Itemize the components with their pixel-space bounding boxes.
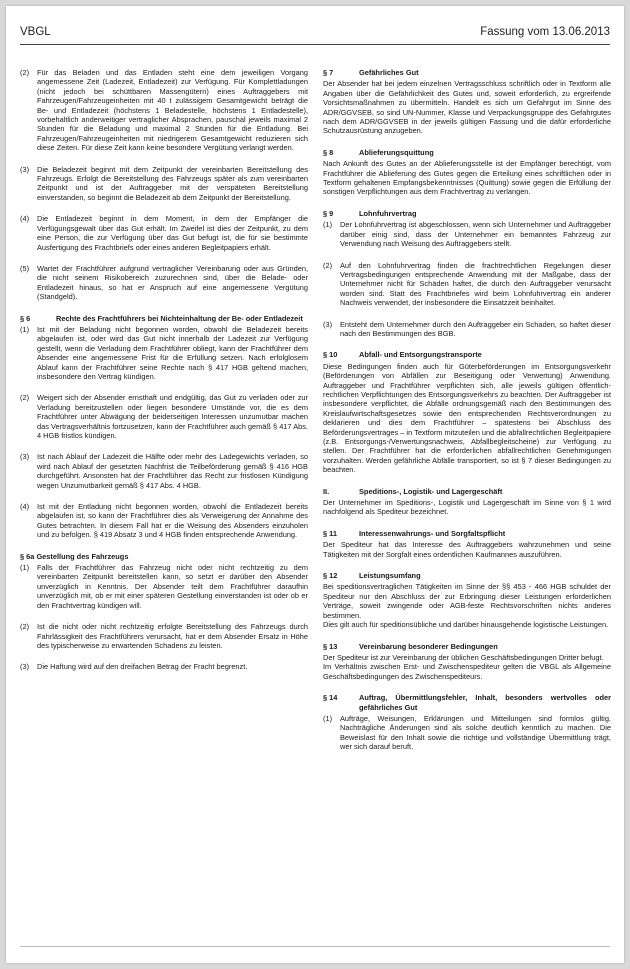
section-number: § 10 xyxy=(323,350,338,360)
header-date: Fassung vom 13.06.2013 xyxy=(480,26,610,38)
section-heading xyxy=(323,350,611,359)
section-heading xyxy=(20,552,308,561)
left-column xyxy=(20,68,308,684)
item-number: (2) xyxy=(20,622,30,632)
paragraph-item xyxy=(20,264,308,302)
section-title: Speditions-, Logistik- und Lagergeschäft xyxy=(359,486,503,496)
paragraph-item xyxy=(20,325,308,381)
item-number: (1) xyxy=(323,713,333,723)
section-number: § 13 xyxy=(323,641,338,651)
section-text: Im Verhältnis zwischen Erst- und Zwischenspediteur gelten die VBGL als Allgemeine Geschäftsbedingungen des Zwischenspediteurs. xyxy=(323,662,611,681)
section-heading xyxy=(323,68,611,77)
section-text: Der Spediteur hat das Interesse des Auftraggebers wahrzunehmen und seine Tätigkeiten mit der Sorgfalt eines ordentlichen Kaufmannes auszuführen. xyxy=(323,540,611,559)
section-title: Rechte des Frachtführers bei Nichteinhaltung der Be- oder Entladezeit xyxy=(56,313,303,323)
item-text: Auf den Lohnfuhrvertrag finden die frachtrechtlichen Regelungen dieser Vertragsbedingungen entsprechende Anwendung mit der Maßgabe, dass der Unternehmer nicht für Schäden haftet, die durch den Auftraggeber verursacht worden sind. Statt des Frachtbriefes wird beim Lohnfuhrvertrag ein anderer Nachweis verwendet, der insbesondere die Einsatzzeit beinhaltet. xyxy=(340,260,611,308)
section-heading xyxy=(323,642,611,651)
footer-divider xyxy=(20,946,610,947)
item-text: Aufträge, Weisungen, Erklärungen und Mitteilungen sind formlos gültig. Nachträgliche Änderungen sind als solche deutlich kenntlich zu machen. Die Beweislast für den Inhalt sowie die richtige und vollständige Übermittlung trägt, wer sich darauf beruft. xyxy=(340,713,611,752)
paragraph-item xyxy=(20,393,308,440)
item-number: (4) xyxy=(20,214,30,224)
item-number: (3) xyxy=(323,319,333,329)
section-title: Ablieferungsquittung xyxy=(359,147,434,157)
item-text: Entsteht dem Unternehmer durch den Auftraggeber ein Schaden, so haftet dieser nach den Bestimmungen des BGB. xyxy=(340,319,611,338)
section-number: § 6 xyxy=(20,313,31,323)
header-divider xyxy=(20,44,610,45)
item-text: Die Beladezeit beginnt mit dem Zeitpunkt der vereinbarten Bereitstellung des Fahrzeugs. Erfolgt die Bereitstellung des Fahrzeugs später als zum vereinbarten Zeitpunkt und ist der Auftraggeber mit der verspäteten Bereitstellung einverstanden, so beginnt die Beladezeit ab dem Zeitpunkt der Bereitstellung. xyxy=(37,164,308,202)
item-text: Ist nach Ablauf der Ladezeit die Hälfte oder mehr des Ladegewichts verladen, so wird nach Ablauf der gesetzten Nachfrist die Teilbeförderung gemäß § 416 HGB durchgeführt. Ansonsten hat der Frachtführer das Recht zur fristlosen Kündigung wegen Unzumutbarkeit gemäß § 417 Abs. 4 HGB. xyxy=(37,452,308,490)
paragraph-item xyxy=(20,452,308,490)
section-text: Bei speditionsvertraglichen Tätigkeiten im Sinne der §§ 453 - 466 HGB schuldet der Spediteur nur den Abschluss der zur Erbringung dieser Leistungen erforderlichen Verträge, soweit zwingende oder AGB-feste Rechtsvorschriften nichts anderes bestimmen. xyxy=(323,582,611,620)
section-title: Interessenwahrungs- und Sorgfaltspflicht xyxy=(359,528,506,538)
page-header xyxy=(20,26,610,46)
item-number: (1) xyxy=(20,563,30,573)
item-text: Die Entladezeit beginnt in dem Moment, in dem der Empfänger die Verfügungsgewalt über das Gut erhält. Im Zweifel ist dies der Zeitpunkt, zu dem eine Person, die zur Verfügung über das Gut befugt ist, die für sie bestimmte Ausfertigung des Frachtbriefs oder eines anderen Begleitpapiers erhält. xyxy=(37,214,308,252)
item-text: Der Lohnfuhrvertrag ist abgeschlossen, wenn sich Unternehmer und Auftraggeber darüber einig sind, dass der Unternehmer ein bemanntes Fahrzeug zur Verwendung nach Weisung des Auftraggebers stellt. xyxy=(340,220,611,249)
section-number: II. xyxy=(323,486,330,496)
paragraph-item xyxy=(20,165,308,203)
section-heading xyxy=(323,487,611,496)
item-number: (2) xyxy=(323,260,333,270)
paragraph-item xyxy=(323,714,611,752)
paragraph-item xyxy=(20,563,308,610)
item-number: (3) xyxy=(20,662,30,672)
item-text: Falls der Frachtführer das Fahrzeug nicht oder nicht rechtzeitig zu dem vereinbarten Zeitpunkt bereitstellen kann, so setzt er darüber den Absender unverzüglich in Kenntnis. Der Absender teilt dem Frachtführer daraufhin unverzüglich mit, ob er mit einer späteren Gestellung einverstanden ist oder ob er den Frachtvertrag kündigen will. xyxy=(37,563,308,610)
right-column xyxy=(323,68,611,764)
section-title: Abfall- und Entsorgungstransporte xyxy=(359,350,482,360)
section-text: Nach Ankunft des Gutes an der Ablieferungsstelle ist der Empfänger berechtigt, vom Frachtführer die Ablieferung des Gutes gegen die Erteilung eines schriftlichen oder in Textform gehaltenen Empfangsbekenntnisses (Quittung) sowie gegen die Erfüllung der sonstigen Verpflichtungen aus dem Frachtvertrag zu verlangen. xyxy=(323,159,611,197)
document-page xyxy=(6,6,624,963)
section-title: § 6a Gestellung des Fahrzeugs xyxy=(20,551,129,561)
item-number: (2) xyxy=(20,68,30,77)
section-title: Vereinbarung besonderer Bedingungen xyxy=(359,641,498,651)
paragraph-item xyxy=(20,502,308,540)
section-text: Diese Bedingungen finden auch für Güterbeförderungen im Entsorgungsverkehr (Beförderungen von Abfällen zur Beseitigung oder Verwertung) Anwendung. Auftraggeber und Frachtführer verpflichten sich, alle jeweils gültigen öffentlich-rechtlichen Verpflichtungen des Entsorgungsverkehrs zu beachten. Der Auftraggeber ist insbesondere verpflichtet, die Abfälle ordnungsgemäß nach den Bestimmungen des Kreislaufwirtschaftsgesetzes sowie den entsprechenden Rechtsverordnungen zu deklarieren und dies dem Frachtführer – spätestens bei Abschluss des Beförderungsvertrages – in Textform mitzuteilen und die abfallrechtlichen Begleitpapiere (z.B. Entsorgungs-/Verwertungsnachweis, Abfallbegleitscheine) zur Verfügung zu stellen. Der Frachtführer hat die erforderlichen abfallrechtlichen Genehmigungen vorzuhalten. Werden gefährliche Abfälle transportiert, so ist § 7 dieser Bedingungen zu beachten. xyxy=(323,361,611,475)
section-title: Leistungsumfang xyxy=(359,571,421,581)
section-number: § 12 xyxy=(323,571,338,581)
section-number: § 9 xyxy=(323,208,334,218)
section-title: Auftrag, Übermittlungsfehler, Inhalt, besonders wertvolles oder gefährliches Gut xyxy=(359,693,611,712)
section-heading xyxy=(323,148,611,157)
header-left: VBGL xyxy=(20,26,51,38)
item-text: Wartet der Frachtführer aufgrund vertraglicher Vereinbarung oder aus Gründen, die nicht seinem Risikobereich zuzurechnen sind, über die Belade- oder Entladezeit hinaus, so hat er Anspruch auf eine angemessene Vergütung (Standgeld). xyxy=(37,263,308,302)
item-text: Die Haftung wird auf den dreifachen Betrag der Fracht begrenzt. xyxy=(37,662,248,672)
paragraph-item xyxy=(20,68,308,153)
paragraph-item xyxy=(20,662,308,671)
item-text: Für das Beladen und das Entladen steht eine dem jeweiligen Vorgang angemessene Zeit (Ladezeit, Entladezeit) zur Verfügung. Für Komplettladungen (nicht jedoch bei schüttbaren Massengütern) eines Auftraggebers mit Fahrzeugen/Fahrzeugeinheiten mit 40 t zulässigem Gesamtgewicht beträgt die Be- und Entladezeit (höchstens 1 Beladestelle, höchstens 1 Entladestelle), vorbehaltlich anderweitiger vertraglicher Absprachen, pauschal jeweils maximal 2 Stunden für die Beladung und maximal 2 Stunden für die Entladung. Bei Fahrzeugen/Fahrzeugeinheiten mit niedrigerem Gesamtgewicht reduzieren sich diese Zeiten. Für diese Zeit kann keine besondere Vergütung verlangt werden. xyxy=(37,68,308,153)
section-text: Der Absender hat bei jedem einzelnen Vertragsschluss schriftlich oder in Textform alle Angaben über die Gefährlichkeit des Gutes und, soweit erforderlich, zu ergreifende Vorsichtsmaßnahmen zu übermitteln. Handelt es sich um Gefahrgut im Sinne des ADR/GGVSEB, so sind UN-Nummer, Klasse und Verpackungsgruppe des Gefahrgutes nach dem ADR/GGVSEB in der jeweils gültigen Fassung und die dafür erforderliche Schutzausrüstung anzugeben. xyxy=(323,79,611,136)
section-heading xyxy=(323,209,611,218)
section-number: § 8 xyxy=(323,147,334,157)
section-heading xyxy=(323,571,611,580)
section-title: Gefährliches Gut xyxy=(359,68,419,77)
item-text: Weigert sich der Absender ernsthaft und endgültig, das Gut zu verladen oder zur Verladung bereitzustellen oder liegen besondere Umstände vor, die es dem Frachtführer unter Abwägung der beiderseitigen Interessen unzumutbar machen das Vertragsverhältnis fortzusetzen, kann der Frachtführer auch gemäß § 417 Abs. 4 HGB fristlos kündigen. xyxy=(37,393,308,440)
section-text: Der Spediteur ist zur Vereinbarung der üblichen Geschäftsbedingungen Dritter befugt. xyxy=(323,652,604,662)
section-text: Der Unternehmer im Speditions-, Logistik und Lagergeschäft im Sinne von § 1 wird nachfolgend als Spediteur bezeichnet. xyxy=(323,498,611,517)
item-number: (3) xyxy=(20,164,30,174)
item-number: (1) xyxy=(20,324,30,334)
item-number: (5) xyxy=(20,263,30,273)
item-number: (3) xyxy=(20,452,30,462)
paragraph-item xyxy=(323,261,611,308)
section-heading xyxy=(323,529,611,538)
section-title: Lohnfuhrvertrag xyxy=(359,208,417,218)
paragraph-item xyxy=(323,220,611,248)
section-number: § 14 xyxy=(323,693,338,703)
section-heading xyxy=(323,693,611,712)
section-heading xyxy=(20,314,308,323)
item-number: (1) xyxy=(323,220,333,230)
section-number: § 11 xyxy=(323,528,337,538)
section-number: § 7 xyxy=(323,68,334,77)
item-number: (4) xyxy=(20,502,30,512)
item-text: Ist mit der Beladung nicht begonnen worden, obwohl die Beladezeit bereits abgelaufen ist, oder wird das Gut nicht innerhalb der Ladezeit zur Verfügung gestellt, wenn die Verladung dem Frachtführer obliegt, kann der Frachtführer dem Absender eine angemessene Frist für die Erfüllung setzen. Nach erfolglosem Ablauf kann der Frachtführer seine Rechte nach § 417 HGB geltend machen, insbesondere den Vertrag kündigen. xyxy=(37,324,308,381)
paragraph-item xyxy=(323,320,611,339)
item-number: (2) xyxy=(20,393,30,403)
item-text: Ist die nicht oder nicht rechtzeitig erfolgte Bereitstellung des Fahrzeugs durch Fahrlässigkeit des Frachtführers verursacht, hat er dem Absender Ersatz in Höhe des typischerweise zu erwartenden Schadens zu leisten. xyxy=(37,622,308,650)
section-text: Dies gilt auch für speditionsübliche und darüber hinausgehende logistische Leistungen. xyxy=(323,620,609,630)
paragraph-item xyxy=(20,622,308,650)
item-text: Ist mit der Entladung nicht begonnen worden, obwohl die Entladezeit bereits abgelaufen ist, so kann der Frachtführer dies als Verweigerung der Annahme des Gutes betrachten. In diesem Fall hat er die Weisung des Absenders einzuholen und zu befolgen. § 419 Absatz 3 und 4 HGB finden entsprechende Anwendung. xyxy=(37,502,308,540)
paragraph-item xyxy=(20,214,308,252)
